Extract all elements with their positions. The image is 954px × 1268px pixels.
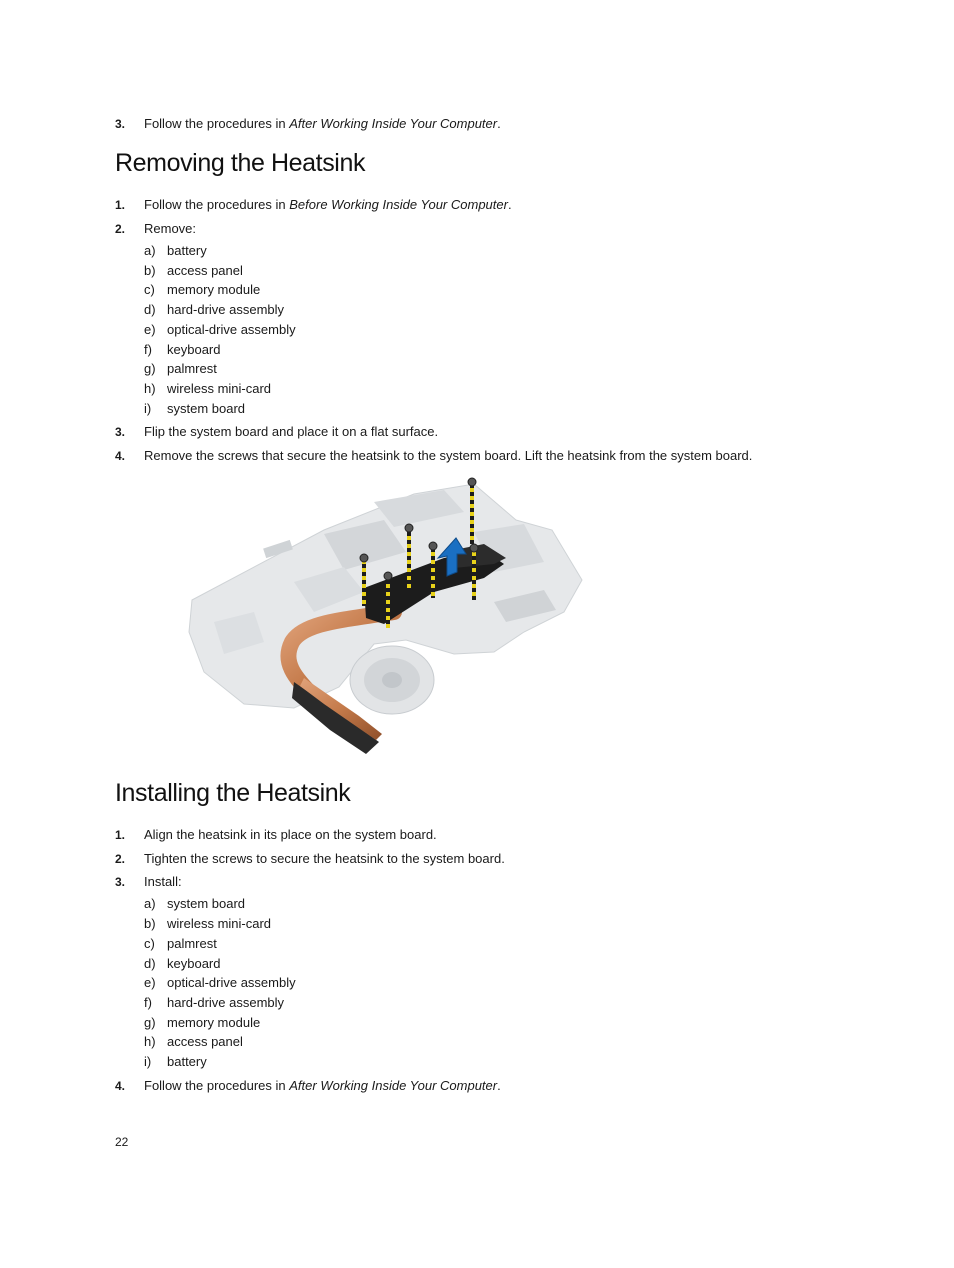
removing-step-1: 1. Follow the procedures in Before Working Inside Your Computer. (115, 197, 512, 212)
link-optical-drive-assembly[interactable]: optical-drive assembly (167, 975, 296, 990)
link-system-board[interactable]: system board (167, 896, 246, 911)
link-battery[interactable]: battery (167, 1054, 207, 1069)
list-item: i) battery (144, 1054, 207, 1069)
link-after-working[interactable]: After Working Inside Your Computer (289, 116, 498, 131)
page-number: 22 (115, 1135, 129, 1149)
link-wireless-mini-card[interactable]: wireless mini-card (167, 381, 272, 396)
list-item: a) system board (144, 896, 246, 911)
list-item: i) system board (144, 401, 246, 416)
list-item: h) wireless mini-card (144, 381, 272, 396)
link-access-panel[interactable]: access panel (167, 263, 243, 278)
list-item: b) access panel (144, 263, 243, 278)
link-memory-module[interactable]: memory module (167, 1015, 261, 1030)
link-before-working[interactable]: Before Working Inside Your Computer (289, 197, 508, 212)
list-item: e) optical-drive assembly (144, 322, 296, 337)
link-hard-drive-assembly[interactable]: hard-drive assembly (167, 995, 285, 1010)
installing-step-2: 2. Tighten the screws to secure the heatsink to the system board. (115, 851, 505, 866)
list-item: g) memory module (144, 1015, 261, 1030)
link-optical-drive-assembly[interactable]: optical-drive assembly (167, 322, 296, 337)
removing-step-4: 4. Remove the screws that secure the heatsink to the system board. Lift the heatsink from the system board. (115, 448, 753, 463)
removing-step-3: 3. Flip the system board and place it on a flat surface. (115, 424, 439, 439)
link-access-panel[interactable]: access panel (167, 1034, 243, 1049)
link-keyboard[interactable]: keyboard (167, 956, 221, 971)
list-item: g) palmrest (144, 361, 217, 376)
link-palmrest[interactable]: palmrest (167, 361, 217, 376)
list-item: d) hard-drive assembly (144, 302, 285, 317)
list-item: f) keyboard (144, 342, 221, 357)
installing-step-4: 4. Follow the procedures in After Working Inside Your Computer. (115, 1078, 501, 1093)
link-palmrest[interactable]: palmrest (167, 936, 217, 951)
installing-step-3: 3. Install: (115, 874, 182, 889)
link-hard-drive-assembly[interactable]: hard-drive assembly (167, 302, 285, 317)
link-keyboard[interactable]: keyboard (167, 342, 221, 357)
link-wireless-mini-card[interactable]: wireless mini-card (167, 916, 272, 931)
heading-removing-heatsink: Removing the Heatsink (115, 149, 366, 177)
link-after-working[interactable]: After Working Inside Your Computer (289, 1078, 498, 1093)
list-item: f) hard-drive assembly (144, 995, 285, 1010)
previous-section-step-3: 3. Follow the procedures in After Working Inside Your Computer. (115, 116, 501, 131)
list-item: d) keyboard (144, 956, 221, 971)
list-item: h) access panel (144, 1034, 243, 1049)
heatsink-removal-illustration (144, 472, 607, 760)
link-system-board[interactable]: system board (167, 401, 246, 416)
list-item: c) memory module (144, 282, 261, 297)
list-item: a) battery (144, 243, 207, 258)
heading-installing-heatsink: Installing the Heatsink (115, 779, 351, 807)
list-item: e) optical-drive assembly (144, 975, 296, 990)
link-battery[interactable]: battery (167, 243, 207, 258)
removing-step-2: 2. Remove: (115, 221, 197, 236)
list-item: b) wireless mini-card (144, 916, 272, 931)
link-memory-module[interactable]: memory module (167, 282, 261, 297)
list-item: c) palmrest (144, 936, 217, 951)
installing-step-1: 1. Align the heatsink in its place on the system board. (115, 827, 437, 842)
